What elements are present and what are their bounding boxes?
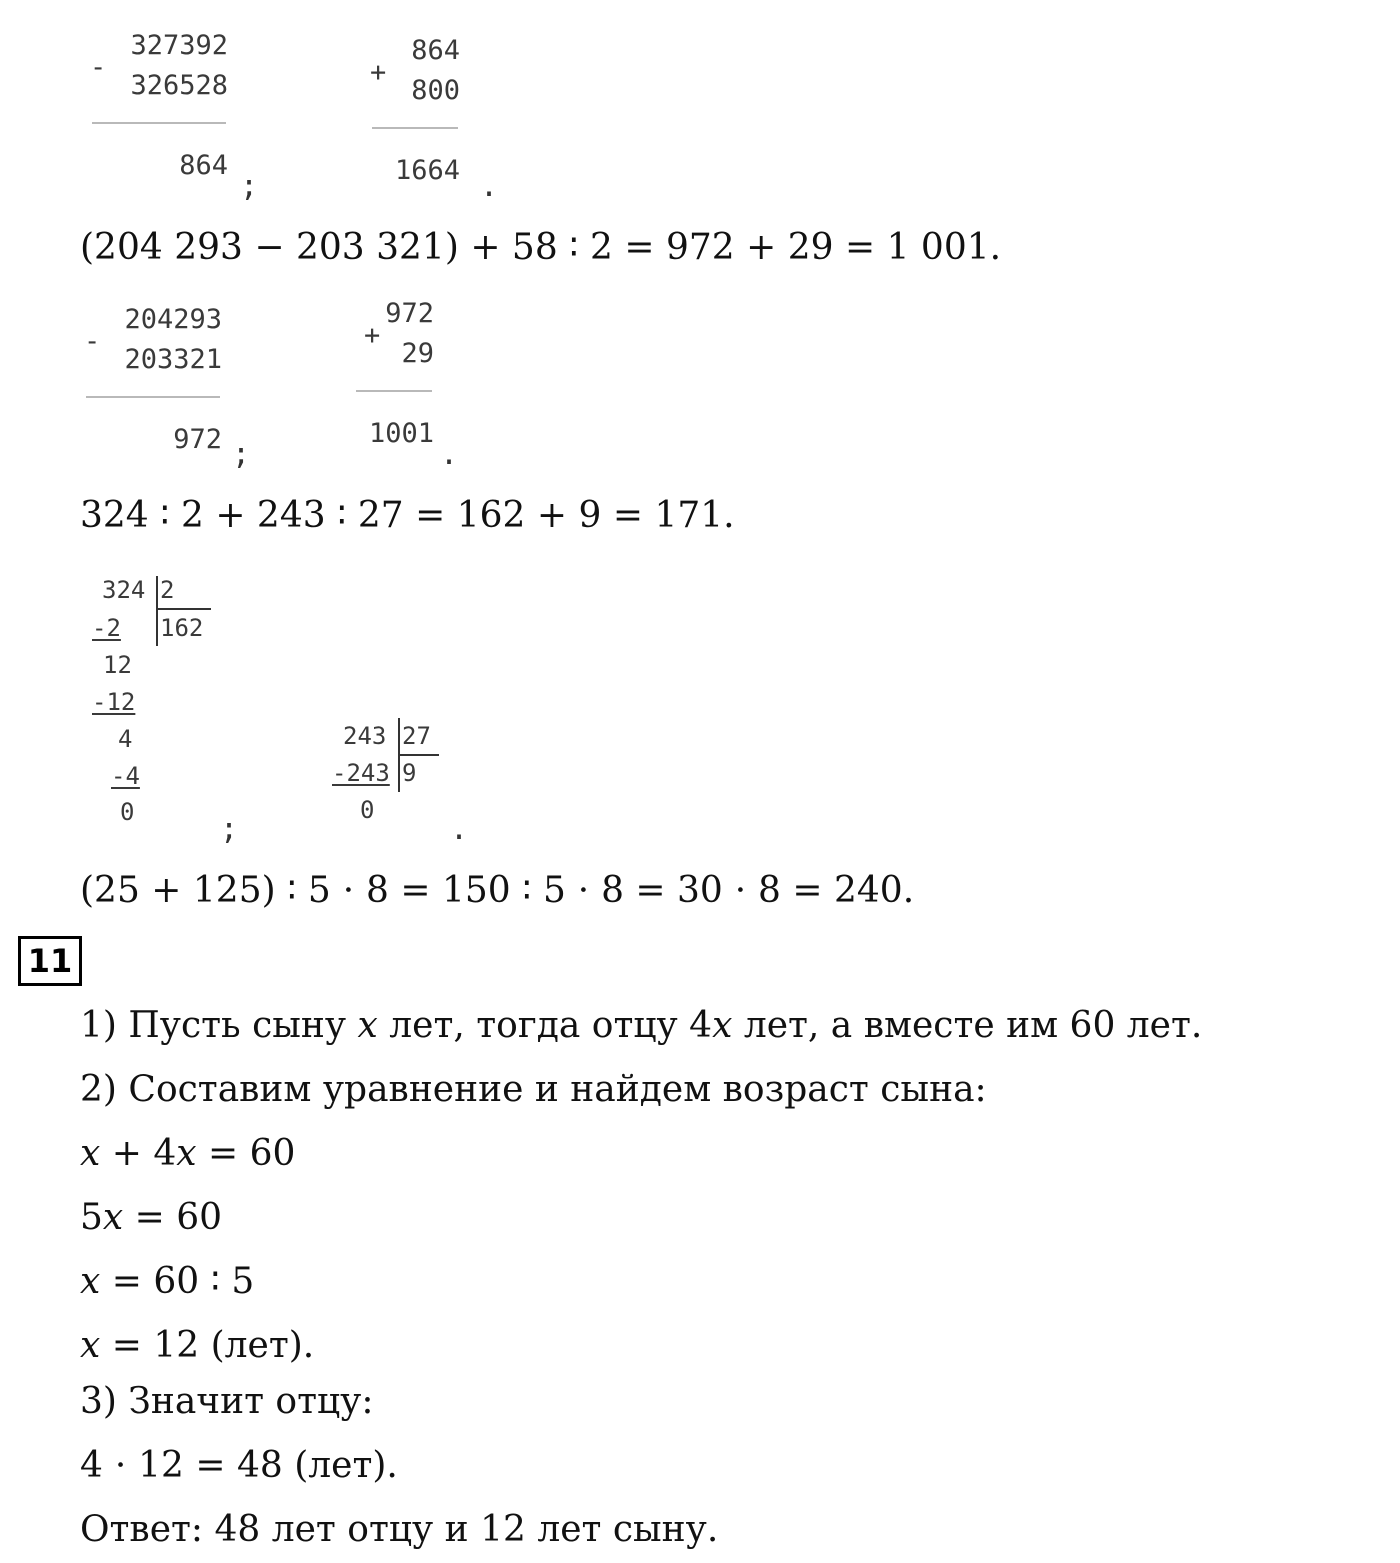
expression-1: (204 293 − 203 321) + 58 ∶ 2 = 972 + 29 = 1 001.: [80, 227, 1002, 268]
text-segment: лет, тогда отцу 4: [377, 1005, 713, 1046]
solution-step-2: 2) Составим уравнение и найдем возраст сына:: [80, 1069, 987, 1110]
period: .: [450, 812, 469, 847]
period: .: [480, 169, 499, 204]
addend-1: 972: [385, 298, 434, 329]
step-subtract-1: -2: [92, 614, 121, 642]
divisor: 27: [402, 722, 431, 750]
addend-2: 800: [411, 75, 460, 106]
variable-x: x: [80, 1261, 101, 1302]
divisor-line: [399, 754, 439, 756]
result-line: [372, 127, 458, 129]
result-line: [356, 390, 432, 392]
equation-4: [80, 1325, 315, 1366]
column-subtraction-1: [88, 30, 228, 180]
variable-x: x: [102, 1197, 124, 1238]
semicolon: ;: [220, 812, 239, 847]
minus-sign: -: [90, 52, 107, 83]
step-subtract-1: -243: [332, 759, 390, 787]
subtrahend: 203321: [124, 344, 222, 375]
step-remainder-1: 12: [103, 651, 132, 679]
dividend: 243: [343, 722, 387, 750]
step-remainder-2: 4: [118, 725, 133, 753]
step-subtract-2: -12: [92, 688, 136, 716]
variable-x: x: [712, 1005, 733, 1046]
step-remainder-3: 0: [120, 798, 135, 826]
column-addition-1: [370, 35, 460, 185]
text-segment: = 60 ∶ 5: [100, 1261, 255, 1302]
semicolon: ;: [240, 169, 259, 204]
divisor-line: [157, 608, 211, 610]
difference: 864: [179, 150, 228, 181]
expression-3: (25 + 125) ∶ 5 ⋅ 8 = 150 ∶ 5 ⋅ 8 = 30 ⋅ 8 = 240.: [80, 870, 915, 911]
addend-1: 864: [411, 35, 460, 66]
expression-2: 324 ∶ 2 + 243 ∶ 27 = 162 + 9 = 171.: [80, 495, 735, 536]
minuend: 327392: [130, 30, 228, 61]
semicolon: ;: [232, 437, 251, 472]
column-subtraction-2: [82, 304, 222, 454]
equation-3: [80, 1261, 255, 1302]
answer: Ответ: 48 лет отцу и 12 лет сыну.: [80, 1509, 719, 1550]
text-segment: 1) Пусть сыну: [80, 1005, 358, 1046]
text-segment: = 12 (лет).: [100, 1325, 315, 1366]
step-remainder-1: 0: [360, 796, 375, 824]
period: .: [440, 437, 459, 472]
step-subtract-3: -4: [111, 762, 140, 790]
plus-sign: +: [370, 57, 387, 88]
variable-x: x: [80, 1133, 101, 1174]
dividend: 324: [102, 576, 146, 604]
text-segment: + 4: [100, 1133, 177, 1174]
quotient: 9: [402, 759, 417, 787]
result-line: [92, 122, 226, 124]
division-vertical-line: [156, 576, 158, 646]
equation-2: [80, 1197, 223, 1238]
solution-step-3: 3) Значит отцу:: [80, 1381, 374, 1422]
quotient: 162: [160, 614, 204, 642]
text-segment: = 60: [123, 1197, 223, 1238]
equation-1: [80, 1133, 296, 1174]
minus-sign: -: [84, 326, 101, 357]
divisor: 2: [160, 576, 175, 604]
task-number-badge: 11: [18, 936, 82, 986]
sum: 1664: [394, 155, 460, 186]
variable-x: x: [357, 1005, 378, 1046]
text-segment: 5: [80, 1197, 103, 1238]
text-segment: лет, а вместе им 60 лет.: [732, 1005, 1203, 1046]
equation-5: 4 ⋅ 12 = 48 (лет).: [80, 1445, 398, 1486]
subtrahend: 326528: [130, 70, 228, 101]
text-segment: = 60: [196, 1133, 296, 1174]
long-division-1: [90, 576, 220, 826]
solution-step-1: [80, 1005, 1203, 1046]
addend-2: 29: [401, 338, 434, 369]
sum: 1001: [368, 418, 434, 449]
variable-x: x: [80, 1325, 101, 1366]
long-division-2: [332, 722, 452, 832]
variable-x: x: [176, 1133, 197, 1174]
result-line: [86, 396, 220, 398]
column-addition-2: [354, 298, 434, 448]
plus-sign: +: [364, 320, 381, 351]
minuend: 204293: [124, 304, 222, 335]
difference: 972: [173, 424, 222, 455]
